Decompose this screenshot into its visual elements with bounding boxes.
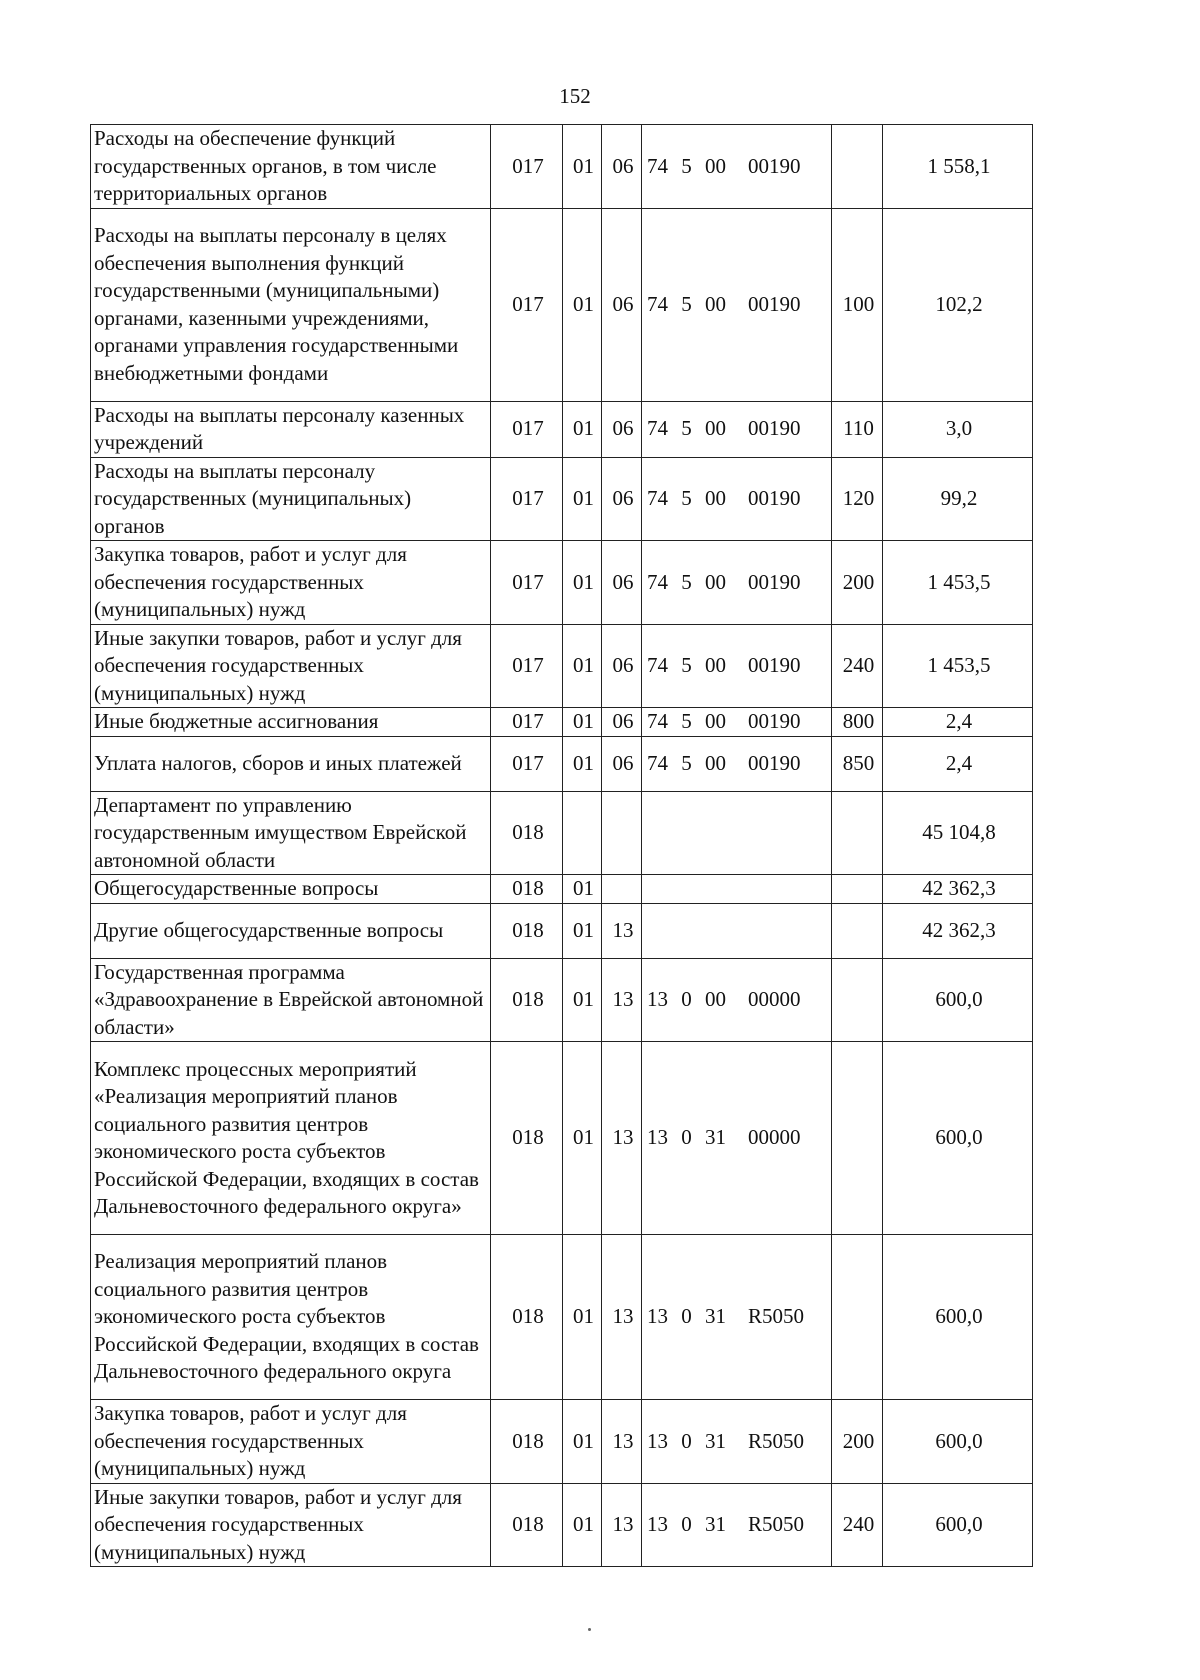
table-row bbox=[91, 875, 1033, 904]
table-row bbox=[91, 401, 1033, 457]
amount-cell: 2,4 bbox=[883, 708, 1033, 737]
ministry-code-cell: 017 bbox=[491, 208, 563, 401]
section-code-cell: 01 bbox=[563, 541, 602, 625]
table-row bbox=[91, 1235, 1033, 1400]
section-code-cell: 01 bbox=[563, 903, 602, 958]
subsection-code-cell bbox=[602, 791, 642, 875]
expense-type-cell bbox=[832, 1235, 883, 1400]
subsection-code-cell: 06 bbox=[602, 401, 642, 457]
expense-type-cell: 800 bbox=[832, 708, 883, 737]
table-row bbox=[91, 457, 1033, 541]
row-name-cell: Расходы на выплаты персоналу казенных учреждений bbox=[91, 401, 491, 457]
direction-code: 00190 bbox=[748, 569, 801, 594]
table-row bbox=[91, 624, 1033, 708]
target-article-cell bbox=[642, 1235, 832, 1400]
ministry-code-cell: 017 bbox=[491, 401, 563, 457]
expense-type-cell bbox=[832, 958, 883, 1042]
amount-cell: 1 453,5 bbox=[883, 541, 1033, 625]
row-name-cell: Другие общегосударственные вопросы bbox=[91, 903, 491, 958]
row-name-cell: Иные бюджетные ассигнования bbox=[91, 708, 491, 737]
program-code: 13 0 31 bbox=[647, 1304, 726, 1329]
amount-cell: 600,0 bbox=[883, 1483, 1033, 1567]
amount-cell: 600,0 bbox=[883, 1400, 1033, 1484]
expense-type-cell: 110 bbox=[832, 401, 883, 457]
row-name-cell: Комплекс процессных мероприятий «Реализация мероприятий планов социального развития центров экономического роста субъектов Российской Федерации, входящих в состав Дальневосточного федерального округа» bbox=[91, 1042, 491, 1235]
amount-cell: 42 362,3 bbox=[883, 875, 1033, 904]
section-code-cell: 01 bbox=[563, 624, 602, 708]
row-name-cell: Реализация мероприятий планов социального развития центров экономического роста субъектов Российской Федерации, входящих в состав Дальневосточного федерального округа bbox=[91, 1235, 491, 1400]
target-article-cell bbox=[642, 541, 832, 625]
expense-type-cell: 850 bbox=[832, 736, 883, 791]
ministry-code-cell: 018 bbox=[491, 1235, 563, 1400]
direction-code: R5050 bbox=[748, 1304, 805, 1329]
target-article-cell bbox=[642, 958, 832, 1042]
section-code-cell: 01 bbox=[563, 875, 602, 904]
amount-cell: 1 453,5 bbox=[883, 624, 1033, 708]
row-name-cell: Государственная программа «Здравоохранение в Еврейской автономной области» bbox=[91, 958, 491, 1042]
page-number: 152 bbox=[559, 84, 591, 108]
section-code-cell: 01 bbox=[563, 401, 602, 457]
program-code: 74 5 00 bbox=[647, 569, 726, 594]
ministry-code-cell: 017 bbox=[491, 125, 563, 209]
section-code-cell: 01 bbox=[563, 1400, 602, 1484]
table-row bbox=[91, 958, 1033, 1042]
program-code: 74 5 00 bbox=[647, 653, 726, 677]
program-code: 13 0 31 bbox=[647, 1512, 726, 1536]
table-row bbox=[91, 208, 1033, 401]
target-article-cell bbox=[642, 457, 832, 541]
row-name-cell: Расходы на выплаты персоналу государственных (муниципальных) органов bbox=[91, 457, 491, 541]
ministry-code-cell: 018 bbox=[491, 791, 563, 875]
table-row bbox=[91, 736, 1033, 791]
target-article-cell bbox=[642, 401, 832, 457]
ministry-code-cell: 018 bbox=[491, 1400, 563, 1484]
subsection-code-cell bbox=[602, 875, 642, 904]
table-row bbox=[91, 541, 1033, 625]
subsection-code-cell: 06 bbox=[602, 708, 642, 737]
amount-cell: 2,4 bbox=[883, 736, 1033, 791]
ministry-code-cell: 017 bbox=[491, 736, 563, 791]
amount-cell: 45 104,8 bbox=[883, 791, 1033, 875]
target-article-cell bbox=[642, 1483, 832, 1567]
expense-type-cell bbox=[832, 875, 883, 904]
ministry-code-cell: 017 bbox=[491, 624, 563, 708]
section-code-cell: 01 bbox=[563, 208, 602, 401]
subsection-code-cell: 06 bbox=[602, 541, 642, 625]
row-name-cell: Расходы на выплаты персоналу в целях обеспечения выполнения функций государственными (муниципальными) органами, казенными учреждениями, органами управления государственными внебюджетными фондами bbox=[91, 208, 491, 401]
expense-type-cell: 200 bbox=[832, 541, 883, 625]
section-code-cell: 01 bbox=[563, 125, 602, 209]
ministry-code-cell: 017 bbox=[491, 457, 563, 541]
expense-type-cell bbox=[832, 903, 883, 958]
target-article-cell bbox=[642, 903, 832, 958]
row-name-cell: Закупка товаров, работ и услуг для обеспечения государственных (муниципальных) нужд bbox=[91, 541, 491, 625]
direction-code: 00000 bbox=[748, 987, 801, 1011]
subsection-code-cell: 06 bbox=[602, 208, 642, 401]
section-code-cell: 01 bbox=[563, 457, 602, 541]
ministry-code-cell: 018 bbox=[491, 1042, 563, 1235]
program-code: 74 5 00 bbox=[647, 750, 726, 775]
direction-code: 00000 bbox=[748, 1125, 801, 1150]
subsection-code-cell: 13 bbox=[602, 1400, 642, 1484]
subsection-code-cell: 13 bbox=[602, 958, 642, 1042]
expense-type-cell: 120 bbox=[832, 457, 883, 541]
subsection-code-cell: 13 bbox=[602, 1483, 642, 1567]
target-article-cell bbox=[642, 208, 832, 401]
ministry-code-cell: 018 bbox=[491, 875, 563, 904]
subsection-code-cell: 13 bbox=[602, 1235, 642, 1400]
target-article-cell bbox=[642, 736, 832, 791]
expense-type-cell bbox=[832, 1042, 883, 1235]
section-code-cell: 01 bbox=[563, 708, 602, 737]
direction-code: 00190 bbox=[748, 291, 801, 316]
direction-code: 00190 bbox=[748, 750, 801, 775]
row-name-cell: Иные закупки товаров, работ и услуг для обеспечения государственных (муниципальных) нужд bbox=[91, 1483, 491, 1567]
subsection-code-cell: 13 bbox=[602, 903, 642, 958]
target-article-cell bbox=[642, 875, 832, 904]
target-article-cell bbox=[642, 708, 832, 737]
program-code: 13 0 00 bbox=[647, 987, 726, 1011]
amount-cell: 600,0 bbox=[883, 958, 1033, 1042]
row-name-cell: Закупка товаров, работ и услуг для обеспечения государственных (муниципальных) нужд bbox=[91, 1400, 491, 1484]
section-code-cell bbox=[563, 791, 602, 875]
amount-cell: 3,0 bbox=[883, 401, 1033, 457]
amount-cell: 102,2 bbox=[883, 208, 1033, 401]
row-name-cell: Общегосударственные вопросы bbox=[91, 875, 491, 904]
section-code-cell: 01 bbox=[563, 958, 602, 1042]
target-article-cell bbox=[642, 624, 832, 708]
target-article-cell bbox=[642, 1400, 832, 1484]
scan-dot bbox=[588, 1628, 591, 1631]
table-row bbox=[91, 1400, 1033, 1484]
ministry-code-cell: 018 bbox=[491, 1483, 563, 1567]
row-name-cell: Расходы на обеспечение функций государственных органов, в том числе территориальных органов bbox=[91, 125, 491, 209]
table-row bbox=[91, 791, 1033, 875]
program-code: 74 5 00 bbox=[647, 416, 726, 441]
direction-code: R5050 bbox=[748, 1428, 805, 1453]
table-row bbox=[91, 708, 1033, 737]
direction-code: 00190 bbox=[748, 153, 801, 178]
subsection-code-cell: 06 bbox=[602, 736, 642, 791]
subsection-code-cell: 06 bbox=[602, 125, 642, 209]
program-code: 74 5 00 bbox=[647, 486, 726, 510]
row-name-cell: Уплата налогов, сборов и иных платежей bbox=[91, 736, 491, 791]
target-article-cell bbox=[642, 1042, 832, 1235]
table-body bbox=[91, 125, 1033, 1567]
section-code-cell: 01 bbox=[563, 736, 602, 791]
subsection-code-cell: 13 bbox=[602, 1042, 642, 1235]
table-row bbox=[91, 125, 1033, 209]
ministry-code-cell: 017 bbox=[491, 541, 563, 625]
ministry-code-cell: 018 bbox=[491, 903, 563, 958]
amount-cell: 600,0 bbox=[883, 1042, 1033, 1235]
program-code: 13 0 31 bbox=[647, 1428, 726, 1453]
program-code: 13 0 31 bbox=[647, 1125, 726, 1150]
expense-type-cell: 100 bbox=[832, 208, 883, 401]
ministry-code-cell: 018 bbox=[491, 958, 563, 1042]
subsection-code-cell: 06 bbox=[602, 624, 642, 708]
expense-type-cell: 240 bbox=[832, 1483, 883, 1567]
expense-type-cell bbox=[832, 125, 883, 209]
amount-cell: 42 362,3 bbox=[883, 903, 1033, 958]
section-code-cell: 01 bbox=[563, 1483, 602, 1567]
expense-type-cell: 240 bbox=[832, 624, 883, 708]
section-code-cell: 01 bbox=[563, 1235, 602, 1400]
amount-cell: 1 558,1 bbox=[883, 125, 1033, 209]
direction-code: 00190 bbox=[748, 486, 801, 510]
table-row bbox=[91, 1483, 1033, 1567]
program-code: 74 5 00 bbox=[647, 291, 726, 316]
row-name-cell: Департамент по управлению государственным имуществом Еврейской автономной области bbox=[91, 791, 491, 875]
program-code: 74 5 00 bbox=[647, 709, 726, 733]
ministry-code-cell: 017 bbox=[491, 708, 563, 737]
amount-cell: 600,0 bbox=[883, 1235, 1033, 1400]
direction-code: 00190 bbox=[748, 653, 801, 677]
expense-type-cell bbox=[832, 791, 883, 875]
section-code-cell: 01 bbox=[563, 1042, 602, 1235]
table-row bbox=[91, 1042, 1033, 1235]
expense-type-cell: 200 bbox=[832, 1400, 883, 1484]
direction-code: 00190 bbox=[748, 709, 801, 733]
target-article-cell bbox=[642, 125, 832, 209]
table-row bbox=[91, 903, 1033, 958]
amount-cell: 99,2 bbox=[883, 457, 1033, 541]
budget-table bbox=[90, 124, 1033, 1567]
direction-code: 00190 bbox=[748, 416, 801, 441]
target-article-cell bbox=[642, 791, 832, 875]
row-name-cell: Иные закупки товаров, работ и услуг для обеспечения государственных (муниципальных) нужд bbox=[91, 624, 491, 708]
program-code: 74 5 00 bbox=[647, 153, 726, 178]
direction-code: R5050 bbox=[748, 1512, 805, 1536]
subsection-code-cell: 06 bbox=[602, 457, 642, 541]
